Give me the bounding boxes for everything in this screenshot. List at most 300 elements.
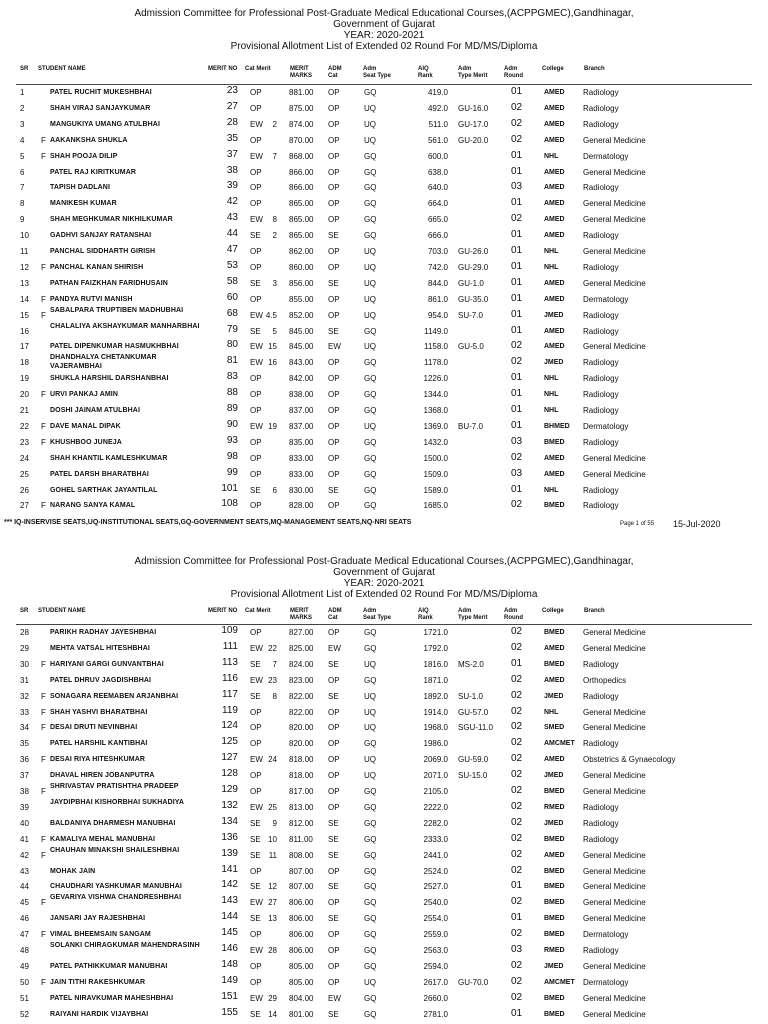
cell-g: F (41, 294, 46, 304)
cell-merit: 80 (226, 339, 238, 351)
table-row (0, 847, 768, 862)
cell-g: F (41, 501, 46, 511)
cell-seat: UQ (364, 707, 376, 717)
cell-aiq: 2563.0 (423, 946, 448, 955)
cell-seat: UQ (364, 691, 376, 701)
column-sr-header: SR (20, 66, 29, 72)
cell-aiq: 419.0 (427, 88, 448, 97)
cell-merit: 93 (226, 434, 238, 446)
cell-cm: 14 (268, 1009, 277, 1019)
cell-tm: MS-2.0 (458, 659, 484, 669)
cell-marks: 804.00 (289, 993, 314, 1003)
cell-rnd: 02 (511, 499, 523, 511)
cell-adm: OP (328, 103, 340, 113)
cell-name: PATEL PATHIKKUMAR MANUBHAI (50, 962, 168, 970)
cell-branch: Dermatology (583, 977, 629, 987)
cell-name: JAYDIPBHAI KISHORBHAI SUKHADIYA (50, 798, 185, 806)
cell-cm: 29 (268, 993, 277, 1003)
cell-adm: SE (328, 914, 339, 924)
cell-adm: OP (328, 771, 340, 781)
cell-branch: Radiology (583, 119, 619, 129)
cell-rnd: 01 (511, 165, 523, 177)
cell-seat: GQ (364, 882, 377, 892)
cell-college: AMED (544, 216, 565, 224)
cell-rnd: 02 (511, 133, 523, 145)
cell-rnd: 01 (511, 483, 523, 495)
cell-g: F (41, 437, 46, 447)
cell-merit: 47 (226, 244, 238, 255)
cell-name: SHAH KHANTIL KAMLESHKUMAR (50, 454, 168, 462)
cell-cm: 2 (272, 119, 277, 129)
cell-marks: 827.00 (289, 628, 314, 637)
cell-aiq: 954.0 (427, 310, 448, 320)
cell-seat: GQ (364, 802, 377, 812)
cell-marks: 822.00 (289, 691, 314, 701)
cell-seat: GQ (364, 151, 377, 161)
header-line-3: YEAR: 2020-2021 (343, 30, 425, 41)
cell-sr: 45 (20, 898, 29, 908)
cell-marks: 842.00 (289, 374, 314, 384)
cell-seat: GQ (364, 183, 377, 193)
cell-aiq: 742.0 (427, 262, 448, 272)
cell-rnd: 01 (511, 912, 523, 924)
cell-merit: 28 (226, 116, 238, 128)
cell-name: KHUSHBOO JUNEJA (50, 438, 122, 446)
cell-name: PATEL HARSHIL KANTIBHAI (50, 740, 148, 748)
cell-seat: UQ (364, 103, 376, 113)
cell-marks: 868.00 (289, 151, 314, 161)
cell-branch: General Medicine (583, 961, 646, 971)
column-adm-cat-header: ADM Cat (328, 608, 342, 621)
cell-branch: Radiology (583, 374, 619, 384)
cell-rnd: 01 (511, 276, 523, 288)
cell-cat: EW (250, 946, 263, 955)
cell-cat: SE (250, 914, 261, 924)
cell-seat: GQ (364, 739, 377, 749)
cell-college: BMED (544, 867, 565, 875)
cell-branch: General Medicine (583, 914, 646, 924)
cell-aiq: 2554.0 (423, 914, 448, 924)
cell-branch: Radiology (583, 659, 619, 669)
cell-college: AMED (544, 644, 565, 652)
cell-aiq: 1816.0 (423, 659, 448, 669)
cell-merit: 136 (221, 831, 238, 843)
cell-branch: Orthopedics (583, 675, 627, 685)
cell-branch: General Medicine (583, 247, 646, 256)
cell-aiq: 1226.0 (423, 374, 448, 384)
cell-marks: 833.00 (289, 469, 314, 479)
cell-g: F (41, 262, 46, 272)
cell-college: BMED (544, 915, 565, 923)
cell-rnd: 02 (511, 451, 523, 463)
table-row (0, 259, 768, 274)
cell-sr: 42 (20, 850, 29, 860)
cell-tm: GU-20.0 (458, 135, 489, 145)
cell-rnd: 01 (511, 245, 523, 256)
table-row (0, 878, 768, 893)
table-row (0, 227, 768, 242)
cell-seat: GQ (364, 167, 377, 177)
cell-adm: EW (328, 342, 341, 352)
cell-cat: SE (250, 326, 261, 336)
cell-marks: 875.00 (289, 103, 314, 113)
table-row (0, 450, 768, 465)
cell-sr: 44 (20, 882, 29, 892)
cell-marks: 866.00 (289, 167, 314, 177)
cell-seat: GQ (364, 231, 377, 241)
cell-g: F (41, 390, 46, 400)
cell-college: NHL (544, 248, 559, 255)
document-header (0, 556, 768, 600)
cell-college: AMED (544, 89, 565, 96)
cell-name: DHANDHALYA CHETANKUMAR VAJERAMBHAI (50, 354, 157, 371)
cell-merit: 128 (221, 768, 238, 780)
cell-cm: 4.5 (265, 310, 277, 320)
cell-rnd: 03 (511, 181, 523, 193)
cell-college: AMED (544, 343, 565, 351)
cell-name: JAIN TITHI RAKESHKUMAR (50, 978, 146, 986)
cell-merit: 23 (226, 85, 238, 96)
column-branch-header: Branch (584, 608, 605, 614)
table-row (0, 323, 768, 338)
cell-cat: OP (250, 707, 262, 717)
cell-marks: 833.00 (289, 453, 314, 463)
cell-rnd: 01 (511, 404, 523, 415)
cell-merit: 124 (221, 720, 238, 732)
cell-adm: OP (328, 755, 340, 765)
cell-marks: 807.00 (289, 882, 314, 892)
cell-marks: 835.00 (289, 437, 314, 447)
cell-cm: 2 (272, 231, 277, 241)
cell-seat: GQ (364, 993, 377, 1003)
cell-seat: UQ (364, 755, 376, 765)
cell-marks: 828.00 (289, 501, 314, 511)
header-line-1: Admission Committee for Professional Post-Graduate Medical Educational Courses,(ACPPGMEC),Gandhinagar, (134, 556, 634, 567)
cell-sr: 47 (20, 930, 29, 940)
cell-name: PATEL NIRAVKUMAR MAHESHBHAI (50, 994, 174, 1002)
cell-adm: EW (328, 993, 341, 1003)
cell-seat: GQ (364, 326, 377, 336)
cell-cat: OP (250, 501, 262, 511)
cell-branch: Radiology (583, 183, 619, 193)
cell-rnd: 03 (511, 467, 523, 479)
cell-sr: 36 (20, 755, 29, 765)
cell-rnd: 02 (511, 816, 523, 828)
cell-name: GADHVI SANJAY RATANSHAI (50, 232, 152, 240)
cell-sr: 3 (20, 119, 25, 129)
cell-rnd: 01 (511, 388, 523, 400)
cell-aiq: 1721.0 (423, 628, 448, 637)
table-row (0, 672, 768, 687)
cell-merit: 37 (226, 148, 238, 160)
cell-aiq: 1344.0 (423, 390, 448, 400)
cell-merit: 39 (226, 180, 238, 192)
cell-rnd: 02 (511, 101, 523, 113)
cell-branch: Radiology (583, 358, 619, 368)
cell-college: NHL (544, 486, 559, 494)
cell-marks: 862.00 (289, 247, 314, 256)
cell-rnd: 02 (511, 340, 523, 352)
cell-name: SONAGARA REEMABEN ARJANBHAI (50, 692, 179, 700)
cell-sr: 21 (20, 406, 29, 415)
cell-marks: 806.00 (289, 914, 314, 924)
cell-cat: OP (250, 469, 262, 479)
header-line-4: Provisional Allotment List of Extended 02 Round For MD/MS/Diploma (230, 41, 538, 52)
cell-name: MANGUKIYA UMANG ATULBHAI (50, 120, 160, 128)
cell-sr: 10 (20, 231, 29, 241)
cell-g: F (41, 723, 46, 733)
cell-college: AMED (544, 756, 565, 764)
column-branch-header: Branch (584, 66, 605, 72)
cell-college: AMED (544, 676, 565, 684)
cell-sr: 38 (20, 787, 29, 796)
cell-name: PATEL RUCHIT MUKESHBHAI (50, 89, 152, 96)
cell-rnd: 01 (511, 657, 523, 669)
column-merit-no-header: MERIT NO (208, 66, 238, 72)
table-row (0, 688, 768, 703)
cell-aiq: 2559.0 (423, 930, 448, 940)
cell-rnd: 01 (511, 149, 523, 161)
column-merit-no-header: MERIT NO (208, 608, 238, 614)
cell-g: F (41, 755, 46, 765)
cell-aiq: 1892.0 (423, 691, 448, 701)
cell-merit: 148 (221, 958, 238, 970)
cell-branch: Dermatology (583, 294, 629, 304)
cell-branch: Dermatology (583, 930, 629, 940)
cell-merit: 88 (226, 387, 238, 399)
cell-branch: General Medicine (583, 898, 646, 908)
cell-cat: OP (250, 247, 262, 256)
cell-tm: GU-35.0 (458, 294, 489, 304)
header-line-4: Provisional Allotment List of Extended 02 Round For MD/MS/Diploma (230, 589, 538, 600)
cell-name: DOSHI JAINAM ATULBHAI (50, 407, 140, 414)
cell-merit: 27 (226, 100, 238, 112)
cell-adm: SE (328, 882, 339, 892)
header-line-2: Government of Gujarat (333, 567, 435, 578)
cell-cm: 5 (272, 326, 277, 336)
cell-branch: General Medicine (583, 215, 646, 225)
cell-rnd: 01 (511, 292, 523, 304)
table-row (0, 863, 768, 878)
table-row (0, 243, 768, 258)
cell-sr: 30 (20, 659, 29, 669)
cell-branch: General Medicine (583, 469, 646, 479)
cell-adm: OP (328, 406, 340, 415)
table-row (0, 275, 768, 290)
cell-name: VIMAL BHEEMSAIN SANGAM (50, 931, 151, 939)
cell-cm: 12 (268, 882, 277, 892)
cell-merit: 53 (226, 259, 238, 271)
cell-cm: 6 (272, 485, 277, 495)
table-row (0, 307, 768, 322)
cell-sr: 11 (20, 247, 29, 256)
cell-cm: 28 (268, 946, 277, 955)
column-name-header: STUDENT NAME (38, 608, 86, 614)
cell-marks: 820.00 (289, 723, 314, 733)
cell-tm: GU-29.0 (458, 262, 489, 272)
cell-tm: BU-7.0 (458, 421, 483, 431)
cell-seat: UQ (364, 310, 376, 320)
cell-rnd: 02 (511, 721, 523, 733)
cell-rnd: 02 (511, 959, 523, 971)
cell-seat: GQ (364, 866, 377, 876)
cell-sr: 15 (20, 310, 29, 320)
cell-college: AMED (544, 851, 565, 859)
cell-name: AAKANKSHA SHUKLA (50, 136, 128, 144)
cell-aiq: 2105.0 (423, 787, 448, 796)
cell-college: AMCMET (544, 978, 575, 986)
cell-adm: OP (328, 390, 340, 400)
cell-rnd: 01 (511, 372, 523, 384)
cell-aiq: 638.0 (427, 167, 448, 177)
cell-tm: GU-5.0 (458, 342, 484, 352)
cell-g: F (41, 787, 46, 796)
cell-seat: GQ (364, 818, 377, 828)
column-marks-header: MERIT MARKS (290, 66, 312, 79)
cell-seat: UQ (364, 342, 376, 352)
cell-branch: Radiology (583, 390, 619, 400)
cell-cat: EW (250, 898, 263, 908)
document-header (0, 8, 768, 52)
cell-branch: General Medicine (583, 167, 646, 177)
cell-sr: 1 (20, 88, 25, 97)
cell-adm: SE (328, 485, 339, 495)
cell-cat: SE (250, 278, 261, 288)
cell-rnd: 02 (511, 641, 523, 653)
cell-seat: GQ (364, 215, 377, 225)
cell-rnd: 02 (511, 117, 523, 129)
cell-sr: 49 (20, 961, 29, 971)
cell-sr: 28 (20, 628, 29, 637)
cell-rnd: 02 (511, 626, 523, 637)
cell-seat: GQ (364, 930, 377, 940)
table-row (0, 179, 768, 194)
cell-rnd: 02 (511, 213, 523, 225)
cell-aiq: 1986.0 (423, 739, 448, 749)
cell-name: PATEL DHRUV JAGDISHBHAI (50, 676, 152, 684)
cell-cat: EW (250, 643, 263, 653)
cell-aiq: 2069.0 (423, 755, 448, 765)
cell-marks: 824.00 (289, 659, 314, 669)
cell-college: AMED (544, 295, 565, 303)
cell-adm: OP (328, 675, 340, 685)
cell-adm: OP (328, 977, 340, 987)
cell-seat: GQ (364, 1009, 377, 1019)
cell-seat: GQ (364, 358, 377, 368)
cell-college: AMED (544, 454, 565, 462)
cell-cat: OP (250, 453, 262, 463)
cell-seat: UQ (364, 247, 376, 256)
cell-merit: 151 (221, 990, 238, 1002)
cell-college: NHL (544, 407, 559, 414)
cell-branch: General Medicine (583, 707, 646, 717)
cell-merit: 143 (221, 895, 238, 907)
cell-college: AMED (544, 104, 565, 112)
cell-cat: EW (250, 310, 263, 320)
cell-marks: 870.00 (289, 135, 314, 145)
cell-adm: OP (328, 199, 340, 209)
cell-aiq: 2282.0 (423, 818, 448, 828)
cell-marks: 845.00 (289, 326, 314, 336)
cell-marks: 823.00 (289, 675, 314, 685)
cell-tm: SU-1.0 (458, 691, 483, 701)
column-round-header: Adm Round (504, 66, 523, 79)
cell-adm: OP (328, 247, 340, 256)
cell-branch: General Medicine (583, 993, 646, 1003)
cell-name: BALDANIYA DHARMESH MANUBHAI (50, 819, 176, 827)
cell-rnd: 03 (511, 435, 523, 447)
cell-g: F (41, 659, 46, 669)
cell-college: BMED (544, 899, 565, 907)
cell-marks: 838.00 (289, 390, 314, 400)
cell-cat: OP (250, 437, 262, 447)
cell-cat: OP (250, 183, 262, 193)
cell-marks: 881.00 (289, 88, 314, 97)
cell-merit: 42 (226, 196, 238, 208)
cell-branch: Radiology (583, 691, 619, 701)
cell-sr: 7 (20, 183, 25, 193)
cell-name: PATEL DARSH BHARATBHAI (50, 470, 149, 478)
cell-cat: EW (250, 755, 263, 765)
cell-aiq: 1149.0 (424, 326, 448, 336)
cell-aiq: 2781.0 (423, 1009, 448, 1019)
column-type-merit-header: Adm Type Merit (458, 66, 488, 79)
cell-college: BMED (544, 438, 565, 446)
cell-seat: GQ (364, 898, 377, 908)
cell-g: F (41, 151, 46, 161)
cell-name: SHAH YASHVI BHARATBHAI (50, 708, 148, 716)
cell-sr: 16 (20, 326, 29, 336)
cell-rnd: 01 (511, 260, 523, 272)
cell-adm: OP (328, 183, 340, 193)
cell-seat: GQ (364, 469, 377, 479)
cell-marks: 805.00 (289, 961, 314, 971)
cell-aiq: 665.0 (427, 215, 448, 225)
cell-adm: OP (328, 374, 340, 384)
cell-marks: 806.00 (289, 946, 314, 955)
cell-adm: OP (328, 501, 340, 511)
cell-college: BMED (544, 883, 565, 891)
cell-cm: 8 (272, 215, 277, 225)
cell-marks: 843.00 (289, 358, 314, 368)
cell-marks: 860.00 (289, 262, 314, 272)
cell-seat: GQ (364, 834, 377, 844)
cell-adm: OP (328, 930, 340, 940)
cell-adm: OP (328, 946, 340, 955)
cell-tm: GU-26.0 (458, 247, 489, 256)
cell-cm: 9 (272, 818, 277, 828)
cell-aiq: 1685.0 (423, 501, 448, 511)
cell-aiq: 2527.0 (423, 882, 448, 892)
cell-branch: Dermatology (583, 421, 629, 431)
cell-merit: 98 (226, 450, 238, 462)
table-row (0, 291, 768, 306)
cell-sr: 39 (20, 802, 29, 812)
cell-adm: OP (328, 961, 340, 971)
cell-adm: SE (328, 278, 339, 288)
cell-college: AMED (544, 168, 565, 176)
table-row (0, 84, 768, 99)
table-row (0, 815, 768, 830)
cell-aiq: 1968.0 (423, 723, 448, 733)
table-row (0, 195, 768, 210)
table-row (0, 831, 768, 846)
cell-seat: GQ (364, 390, 377, 400)
cell-tm: SGU-11.0 (458, 723, 493, 733)
cell-adm: OP (328, 88, 340, 97)
cell-college: NHL (544, 263, 559, 271)
cell-tm: GU-57.0 (458, 707, 489, 717)
